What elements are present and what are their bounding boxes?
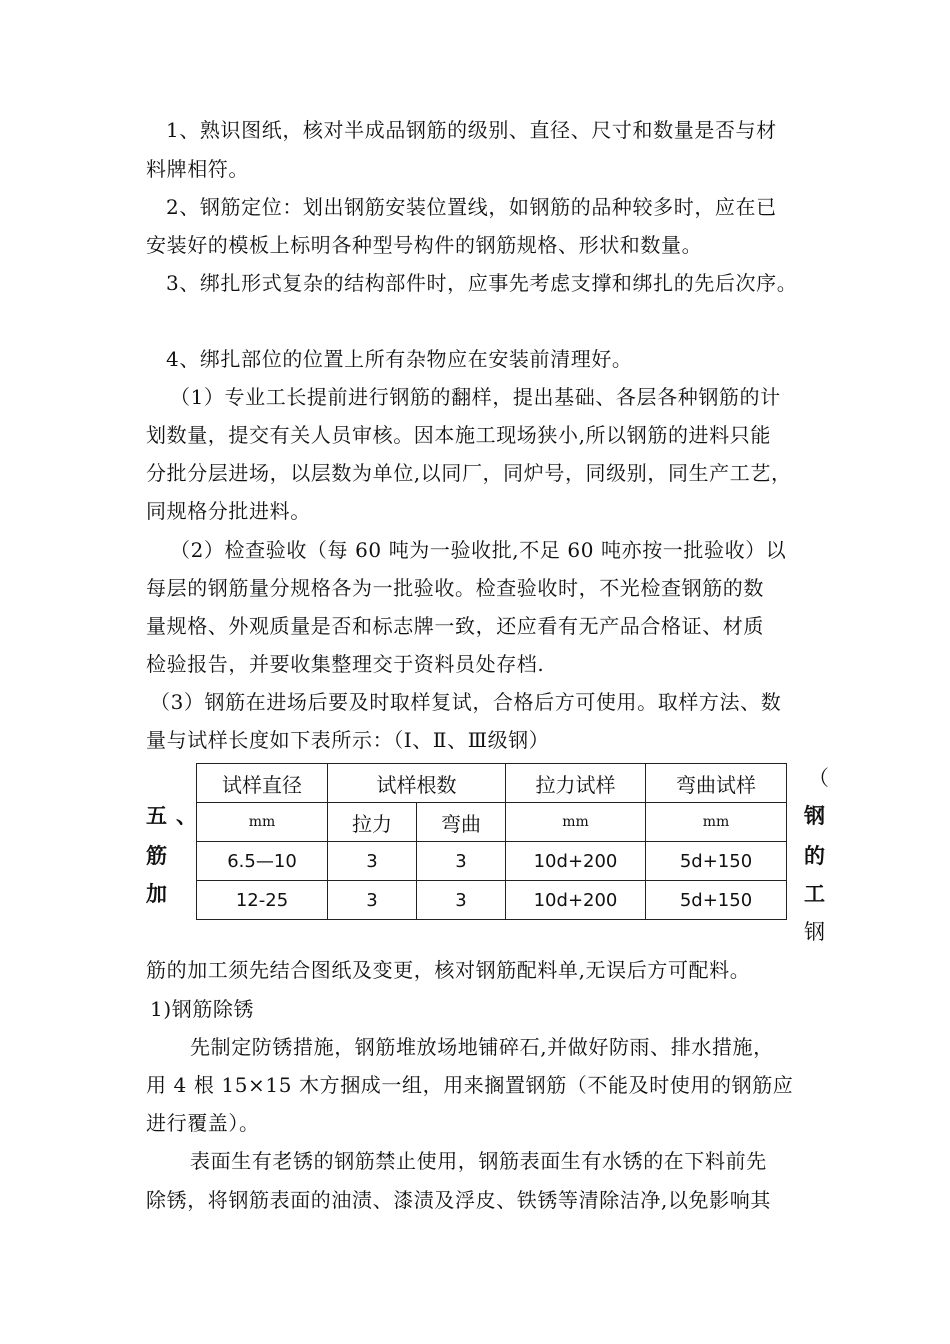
side-left-char-3: 筋 — [146, 844, 167, 868]
table-header-row — [197, 764, 787, 803]
subheader-bend: 弯曲 — [417, 803, 506, 842]
cell-tensile-count: 3 — [328, 842, 417, 881]
paragraph-2-line-2: 安装好的模板上标明各种型号构件的钢筋规格、形状和数量。 — [146, 233, 703, 257]
side-left-char-2: 、 — [176, 804, 197, 828]
header-bend-sample: 弯曲试样 — [646, 764, 787, 803]
side-left-char-4: 加 — [146, 882, 167, 906]
side-left-char-1: 五 — [146, 804, 167, 828]
section-heading-rust-removal: 1)钢筋除锈 — [150, 997, 255, 1021]
cell-bend-length: 5d+150 — [646, 842, 787, 881]
paragraph-11-line-2: 除锈，将钢筋表面的油渍、漆渍及浮皮、铁锈等清除洁净,以免影响其 — [146, 1188, 771, 1212]
paragraph-1-line-1: 1、熟识图纸，核对半成品钢筋的级别、直径、尺寸和数量是否与材 — [166, 118, 777, 142]
cell-tensile-count: 3 — [328, 881, 417, 920]
paragraph-2-line-1: 2、钢筋定位：划出钢筋安装位置线，如钢筋的品种较多时，应在已 — [166, 195, 777, 219]
paragraph-10-line-1: 先制定防锈措施，钢筋堆放场地铺碎石,并做好防雨、排水措施， — [190, 1035, 774, 1059]
paragraph-7-line-1: （3）钢筋在进场后要及时取样复试，合格后方可使用。取样方法、数 — [150, 690, 782, 714]
paragraph-6-line-2: 每层的钢筋量分规格各为一批验收。检查验收时，不光检查钢筋的数 — [146, 576, 764, 600]
paragraph-8: 筋的加工须先结合图纸及变更，核对钢筋配料单,无误后方可配料。 — [146, 958, 751, 982]
unit-tensile: mm — [506, 803, 646, 842]
paragraph-6-line-4: 检验报告，并要收集整理交于资料员处存档. — [146, 652, 545, 676]
cell-bend-count: 3 — [417, 842, 506, 881]
unit-bend: mm — [646, 803, 787, 842]
paragraph-4: 4、绑扎部位的位置上所有杂物应在安装前清理好。 — [166, 347, 633, 371]
paragraph-10-line-3: 进行覆盖）。 — [146, 1111, 260, 1135]
cell-diameter: 6.5—10 — [197, 842, 328, 881]
paragraph-5-line-1: （1）专业工长提前进行钢筋的翻样，提出基础、各层各种钢筋的计 — [170, 385, 781, 409]
side-right-char-4: 工 — [804, 882, 825, 906]
cell-tensile-length: 10d+200 — [506, 881, 646, 920]
paragraph-1-line-2: 料牌相符。 — [146, 157, 249, 181]
paragraph-6-line-3: 量规格、外观质量是否和标志牌一致，还应看有无产品合格证、材质 — [146, 614, 764, 638]
side-right-char-2: 钢 — [804, 804, 825, 828]
subheader-tensile: 拉力 — [328, 803, 417, 842]
side-right-char-1: （ — [808, 766, 829, 790]
header-diameter: 试样直径 — [197, 764, 328, 803]
table-row — [197, 842, 787, 881]
paragraph-5-line-2: 划数量，提交有关人员审核。因本施工现场狭小,所以钢筋的进料只能 — [146, 423, 771, 447]
cell-bend-count: 3 — [417, 881, 506, 920]
paragraph-6-line-1: （2）检查验收（每 60 吨为一验收批,不足 60 吨亦按一批验收）以 — [170, 538, 787, 562]
unit-diameter: mm — [197, 803, 328, 842]
cell-diameter: 12-25 — [197, 881, 328, 920]
cell-bend-length: 5d+150 — [646, 881, 787, 920]
paragraph-3: 3、绑扎形式复杂的结构部件时，应事先考虑支撑和绑扎的先后次序。 — [166, 271, 798, 295]
paragraph-10-line-2: 用 4 根 15×15 木方捆成一组，用来搁置钢筋（不能及时使用的钢筋应 — [146, 1073, 794, 1097]
table-subheader-row — [197, 803, 787, 842]
header-tensile-sample: 拉力试样 — [506, 764, 646, 803]
side-right-char-3: 的 — [804, 844, 825, 868]
sampling-table — [196, 763, 787, 920]
paragraph-5-line-4: 同规格分批进料。 — [146, 499, 311, 523]
table-row — [197, 881, 787, 920]
paragraph-7-line-2: 量与试样长度如下表所示：（Ⅰ、Ⅱ、Ⅲ级钢） — [146, 728, 550, 752]
paragraph-5-line-3: 分批分层进场，以层数为单位,以同厂，同炉号，同级别，同生产工艺， — [146, 461, 792, 485]
side-right-char-5: 钢 — [804, 920, 825, 944]
cell-tensile-length: 10d+200 — [506, 842, 646, 881]
paragraph-11-line-1: 表面生有老锈的钢筋禁止使用，钢筋表面生有水锈的在下料前先 — [190, 1149, 767, 1173]
header-sample-count: 试样根数 — [328, 764, 506, 803]
